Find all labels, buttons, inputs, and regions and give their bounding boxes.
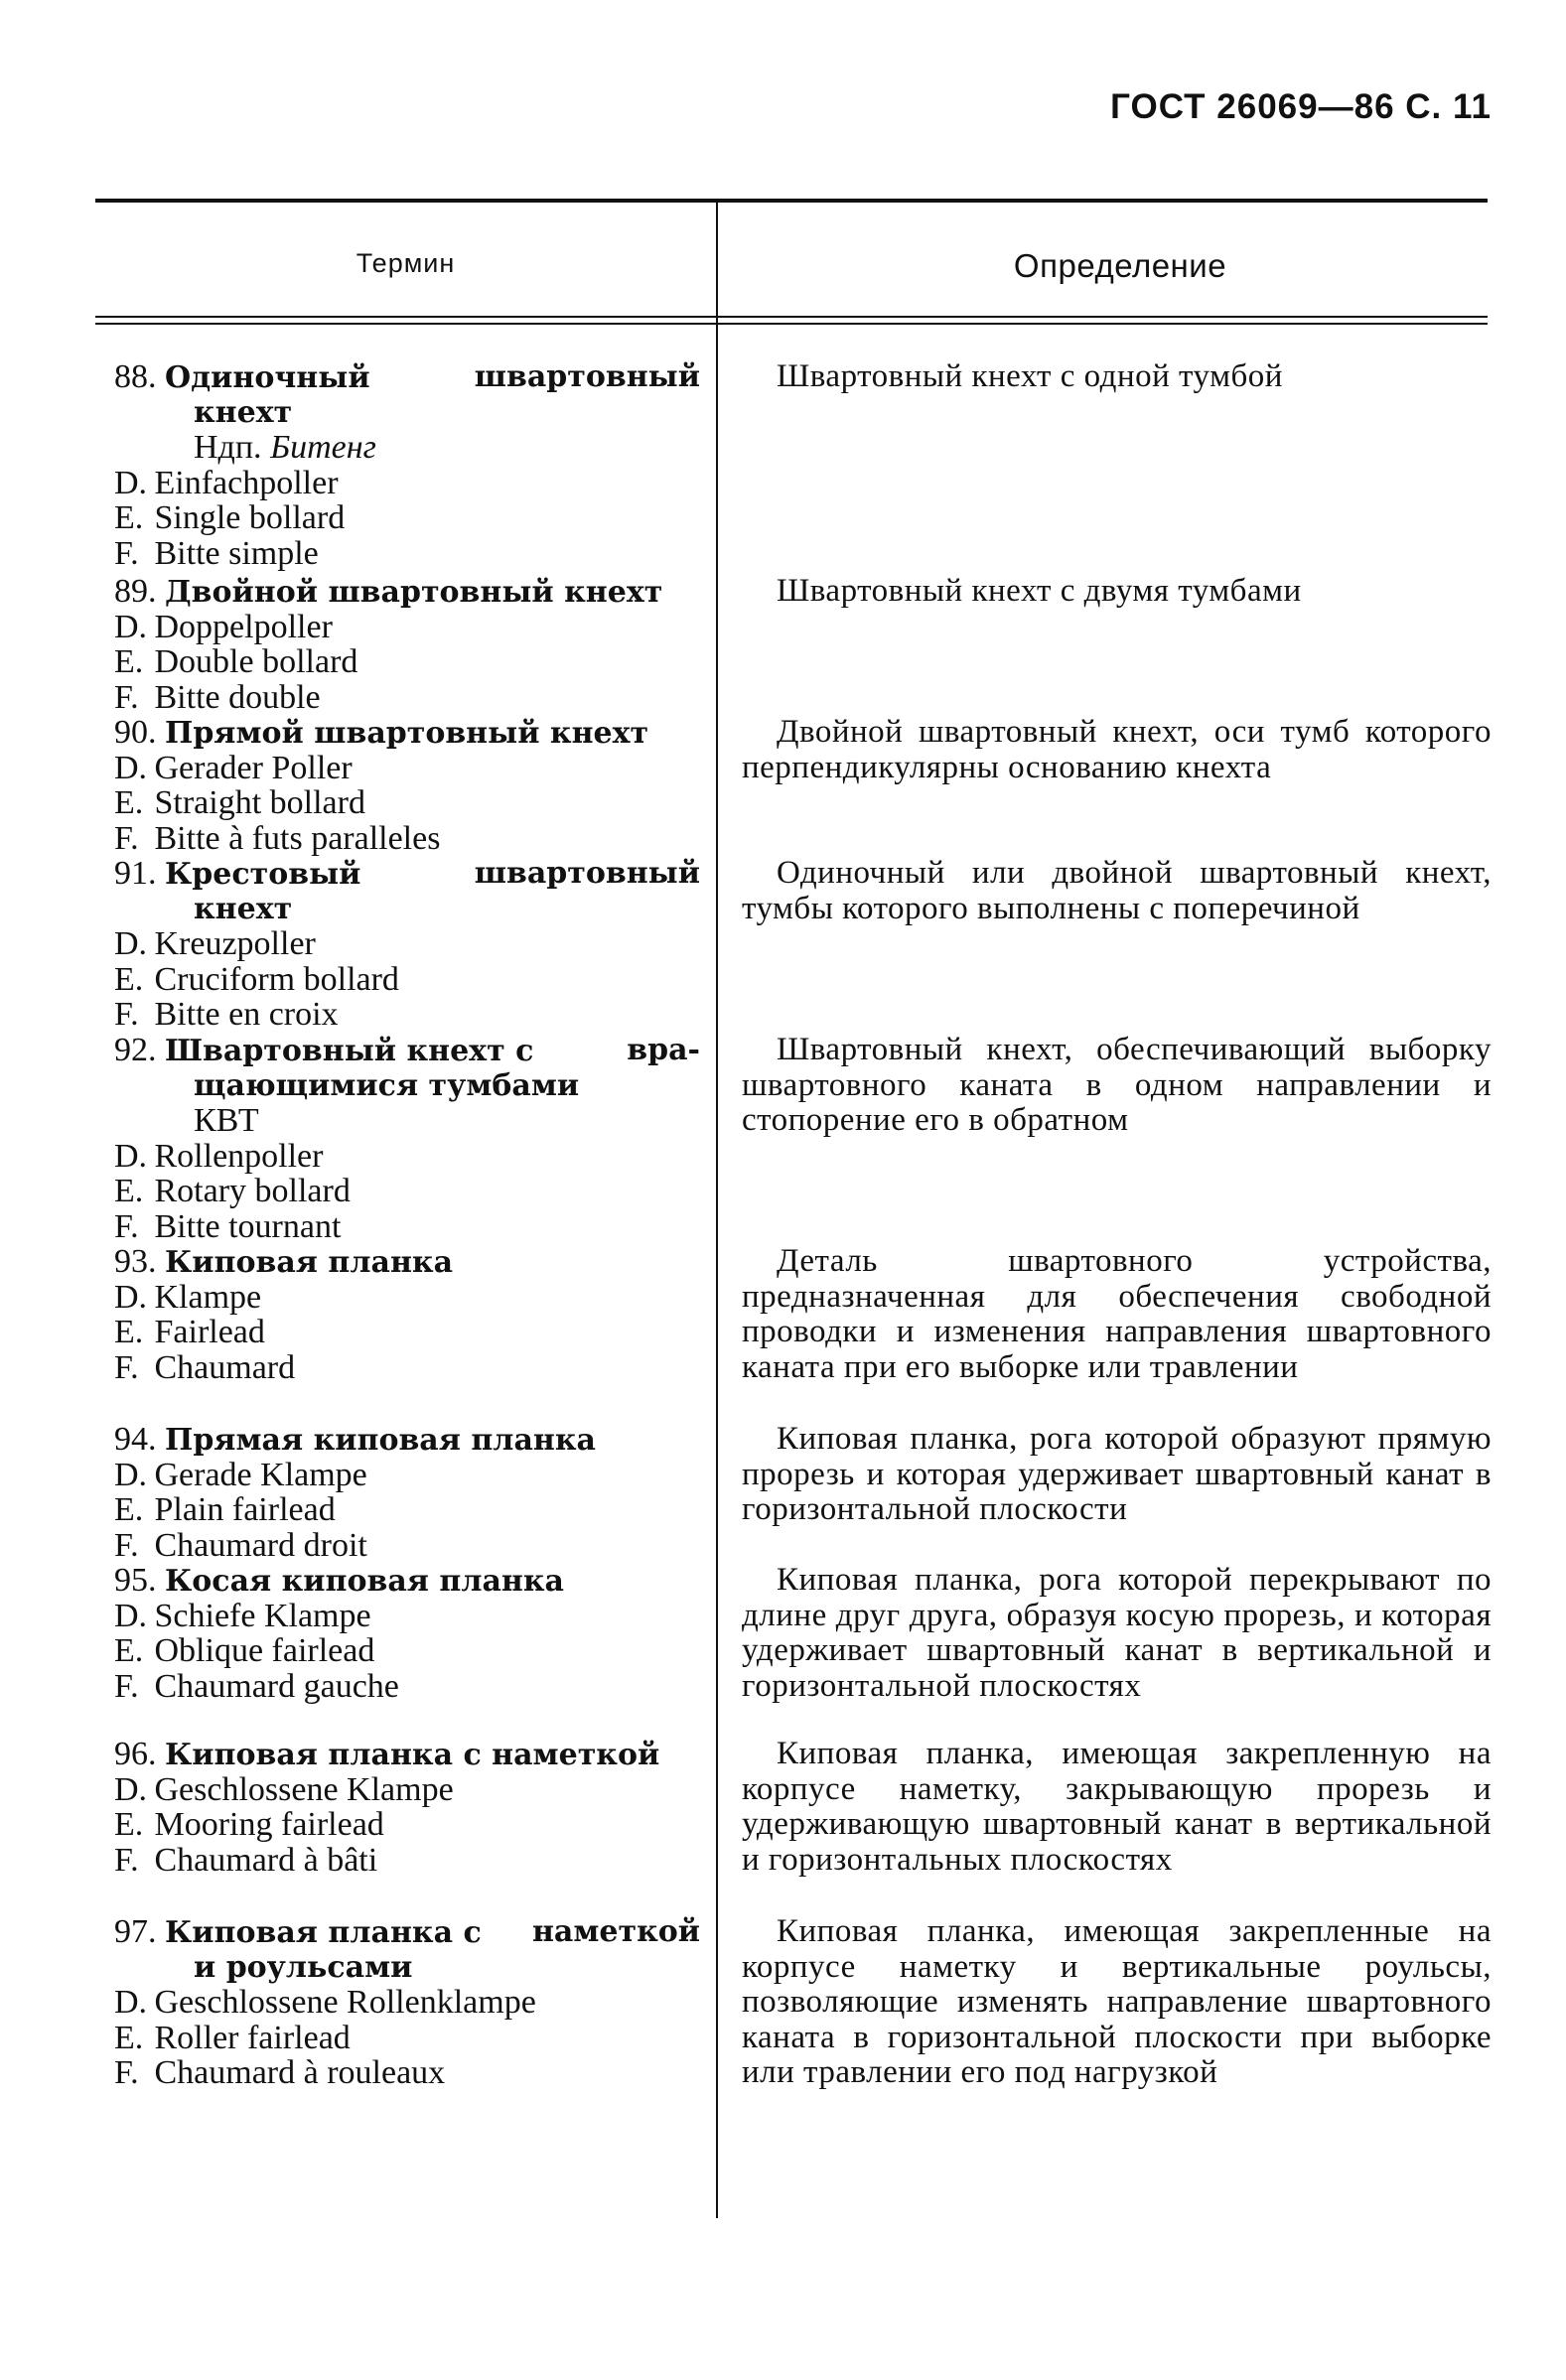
term-title-line bbox=[114, 715, 700, 751]
foreign-equivalent-en bbox=[114, 2021, 700, 2056]
lang-prefix: E. bbox=[114, 1491, 144, 1528]
term-title-text: Киповая планка с наметкой bbox=[165, 1738, 660, 1772]
term-title-line bbox=[114, 359, 700, 395]
foreign-term: Bitte simple bbox=[146, 534, 319, 572]
definition-text: Киповая планка, рога которой образуют прямую прорезь и которая удерживает швартовный канат в горизонтальной плоскости bbox=[742, 1421, 1492, 1527]
foreign-term: Chaumard à rouleaux bbox=[146, 2054, 446, 2091]
foreign-equivalent-fr bbox=[114, 1843, 700, 1879]
foreign-term: Mooring fairlead bbox=[146, 1806, 384, 1843]
foreign-equivalent-en bbox=[114, 1807, 700, 1843]
foreign-term: Double bollard bbox=[146, 643, 358, 680]
foreign-equivalent-de bbox=[114, 1458, 700, 1493]
term-title-wrap bbox=[114, 1033, 533, 1068]
term-entry bbox=[114, 715, 700, 856]
lang-prefix: D. bbox=[114, 1278, 148, 1316]
lang-prefix: D. bbox=[114, 1137, 148, 1175]
foreign-equivalent-fr bbox=[114, 1350, 700, 1386]
term-title-line: щающимися тумбами bbox=[194, 1067, 580, 1103]
foreign-term: Einfachpoller bbox=[146, 464, 339, 501]
term-number: 94. bbox=[114, 1421, 165, 1458]
term-title-line bbox=[114, 856, 700, 892]
lang-prefix: E. bbox=[114, 784, 144, 821]
foreign-term: Bitte à futs paralleles bbox=[146, 819, 441, 857]
foreign-term: Bitte double bbox=[146, 678, 321, 716]
definition-text: Швартовный кнехт с одной тумбой bbox=[777, 358, 1283, 394]
foreign-equivalent-en bbox=[114, 962, 700, 998]
term-title-text: Косая киповая планка bbox=[165, 1564, 564, 1599]
deprecated-term-text: Битенг bbox=[270, 429, 376, 466]
foreign-term: Chaumard bbox=[146, 1348, 296, 1386]
table-top-rule bbox=[95, 199, 1488, 203]
term-number: 96. bbox=[114, 1736, 165, 1772]
lang-prefix: D. bbox=[114, 749, 148, 786]
foreign-term: Gerader Poller bbox=[146, 749, 353, 786]
lang-prefix: E. bbox=[114, 1173, 144, 1209]
column-header-definition: Определение bbox=[1013, 247, 1227, 284]
foreign-equivalent-en bbox=[114, 785, 700, 821]
lang-prefix: E. bbox=[114, 1632, 144, 1669]
term-title-wrap bbox=[114, 1914, 482, 1950]
foreign-equivalent-en bbox=[114, 644, 700, 680]
foreign-equivalent-en bbox=[114, 1492, 700, 1528]
foreign-term: Geschlossene Rollenklampe bbox=[146, 1984, 536, 2021]
term-entry bbox=[114, 1914, 700, 2091]
deprecated-prefix: Ндп. bbox=[194, 429, 271, 466]
foreign-term: Single bollard bbox=[146, 499, 346, 536]
lang-prefix: D. bbox=[114, 608, 148, 645]
lang-prefix: E. bbox=[114, 499, 144, 536]
foreign-equivalent-fr bbox=[114, 2055, 700, 2091]
definition-text: Киповая планка, имеющая закрепленную на корпусе наметку, закрывающую прорезь и удерживающую швартовный канат в вертикальной и горизонтальных плоскостях bbox=[742, 1736, 1492, 1878]
lang-prefix: E. bbox=[114, 1314, 144, 1350]
foreign-equivalent-en bbox=[114, 1633, 700, 1669]
lang-prefix: F. bbox=[114, 1526, 139, 1564]
foreign-equivalent-fr bbox=[114, 536, 700, 572]
deprecated-term bbox=[114, 430, 700, 466]
foreign-term: Chaumard gauche bbox=[146, 1667, 399, 1705]
term-title-text: Крестовый bbox=[165, 857, 361, 892]
lang-prefix: E. bbox=[114, 643, 144, 680]
foreign-equivalent-fr bbox=[114, 680, 700, 716]
foreign-term: Geschlossene Klampe bbox=[146, 1770, 454, 1808]
lang-prefix: F. bbox=[114, 2054, 139, 2091]
lang-prefix: D. bbox=[114, 1456, 148, 1493]
term-entry bbox=[114, 359, 700, 571]
definition-text: Швартовный кнехт с двумя тумбами bbox=[777, 573, 1302, 609]
lang-prefix: E. bbox=[114, 1806, 144, 1843]
foreign-equivalent-de bbox=[114, 466, 700, 501]
term-title-wrap bbox=[114, 856, 360, 892]
foreign-term: Roller fairlead bbox=[146, 2019, 351, 2056]
lang-prefix: F. bbox=[114, 996, 139, 1033]
foreign-term: Klampe bbox=[146, 1278, 262, 1316]
term-number: 88. bbox=[114, 358, 165, 395]
column-divider bbox=[716, 203, 718, 2218]
foreign-equivalent-fr bbox=[114, 1669, 700, 1705]
term-number: 95. bbox=[114, 1562, 165, 1599]
term-title-text: Швартовный кнехт с bbox=[165, 1034, 534, 1068]
term-number: 89. bbox=[114, 573, 165, 610]
foreign-equivalent-de bbox=[114, 1139, 700, 1175]
foreign-term: Chaumard à bâti bbox=[146, 1841, 378, 1879]
foreign-equivalent-en bbox=[114, 1174, 700, 1209]
foreign-equivalent-fr bbox=[114, 1209, 700, 1245]
lang-prefix: D. bbox=[114, 464, 148, 501]
foreign-term: Doppelpoller bbox=[146, 608, 333, 645]
term-title-text: Киповая планка bbox=[165, 1245, 454, 1280]
foreign-term: Oblique fairlead bbox=[146, 1632, 375, 1669]
lang-prefix: D. bbox=[114, 1984, 148, 2021]
lang-prefix: E. bbox=[114, 960, 144, 998]
term-title-text: Прямой швартовный кнехт bbox=[165, 716, 649, 751]
foreign-equivalent-en bbox=[114, 1315, 700, 1350]
term-title-text: вра- bbox=[627, 1033, 700, 1067]
foreign-term: Schiefe Klampe bbox=[146, 1597, 371, 1634]
term-title-wrap bbox=[114, 359, 370, 395]
foreign-equivalent-de bbox=[114, 1985, 700, 2021]
foreign-equivalent-de bbox=[114, 751, 700, 786]
header-rule-double bbox=[95, 323, 1488, 325]
term-entry bbox=[114, 1033, 700, 1244]
term-title-line: кнехт bbox=[194, 394, 293, 430]
foreign-term: Bitte en croix bbox=[146, 996, 339, 1033]
term-title-text: Одиночный bbox=[165, 360, 370, 395]
definition-text: Деталь швартовного устройства, предназначенная для обеспечения свободной проводки и изменения направления швартовного каната при его выборке или травлении bbox=[742, 1243, 1492, 1385]
definition-text: Двойной швартовный кнехт, оси тумб которого перпендикулярны основанию кнехта bbox=[742, 714, 1492, 785]
foreign-term: Cruciform bollard bbox=[146, 960, 399, 998]
foreign-equivalent-de bbox=[114, 1599, 700, 1634]
term-title-line: и роульсами bbox=[194, 1949, 413, 1985]
term-abbreviation: КВТ bbox=[194, 1102, 259, 1139]
foreign-equivalent-de bbox=[114, 610, 700, 645]
term-number: 97. bbox=[114, 1913, 165, 1950]
foreign-term: Rollenpoller bbox=[146, 1137, 324, 1175]
page-header: ГОСТ 26069—86 С. 11 bbox=[1110, 87, 1492, 126]
lang-prefix: F. bbox=[114, 534, 139, 572]
term-entry bbox=[114, 856, 700, 1033]
foreign-term: Kreuzpoller bbox=[146, 925, 316, 962]
lang-prefix: D. bbox=[114, 1597, 148, 1634]
term-number: 91. bbox=[114, 855, 165, 892]
definition-text: Швартовный кнехт, обеспечивающий выборку швартовного каната в одном направлении и стопорение его в обратном bbox=[742, 1032, 1492, 1138]
term-entry bbox=[114, 1244, 700, 1385]
term-title-line bbox=[114, 1737, 700, 1772]
term-title-text: Киповая планка с bbox=[165, 1915, 482, 1950]
term-title-line bbox=[114, 574, 700, 610]
term-entry bbox=[114, 1563, 700, 1704]
term-title-line bbox=[114, 1563, 700, 1599]
term-title-text: Прямая киповая планка bbox=[165, 1423, 596, 1458]
term-title-line bbox=[114, 1033, 700, 1068]
foreign-equivalent-fr bbox=[114, 821, 700, 857]
term-title-line bbox=[114, 1244, 700, 1280]
term-title-line bbox=[114, 1914, 700, 1950]
term-title-line bbox=[114, 1422, 700, 1458]
term-number: 90. bbox=[114, 714, 165, 751]
foreign-term: Chaumard droit bbox=[146, 1526, 367, 1564]
header-rule bbox=[95, 316, 1488, 318]
lang-prefix: E. bbox=[114, 2019, 144, 2056]
lang-prefix: F. bbox=[114, 1348, 139, 1386]
term-number: 93. bbox=[114, 1243, 165, 1280]
definition-text: Одиночный или двойной швартовный кнехт, тумбы которого выполнены с поперечиной bbox=[742, 855, 1492, 926]
foreign-equivalent-fr bbox=[114, 1528, 700, 1564]
lang-prefix: F. bbox=[114, 1207, 139, 1245]
lang-prefix: F. bbox=[114, 1841, 139, 1879]
term-entry bbox=[114, 574, 700, 715]
term-title-text: Двойной швартовный кнехт bbox=[165, 575, 663, 610]
foreign-term: Straight bollard bbox=[146, 784, 365, 821]
term-title-text: швартовный bbox=[474, 856, 700, 891]
lang-prefix: F. bbox=[114, 1667, 139, 1705]
lang-prefix: D. bbox=[114, 925, 148, 962]
lang-prefix: F. bbox=[114, 819, 139, 857]
definition-text: Киповая планка, имеющая закрепленные на корпусе наметку и вертикальные роульсы, позволяющие изменять направление швартовного каната в горизонтальной плоскости при выборке или травлении его под нагрузкой bbox=[742, 1913, 1492, 2090]
lang-prefix: F. bbox=[114, 678, 139, 716]
lang-prefix: D. bbox=[114, 1770, 148, 1808]
foreign-equivalent-de bbox=[114, 1772, 700, 1808]
term-entry bbox=[114, 1422, 700, 1563]
term-title-line: кнехт bbox=[194, 891, 293, 926]
term-title-text: швартовный bbox=[474, 359, 700, 394]
foreign-equivalent-en bbox=[114, 500, 700, 536]
term-number: 92. bbox=[114, 1032, 165, 1068]
foreign-term: Plain fairlead bbox=[146, 1491, 336, 1528]
foreign-term: Bitte tournant bbox=[146, 1207, 342, 1245]
foreign-term: Gerade Klampe bbox=[146, 1456, 367, 1493]
foreign-term: Fairlead bbox=[146, 1314, 265, 1350]
foreign-equivalent-de bbox=[114, 926, 700, 962]
term-entry bbox=[114, 1737, 700, 1878]
column-header-term: Термин bbox=[356, 248, 456, 278]
definition-text: Киповая планка, рога которой перекрывают по длине друг друга, образуя косую прорезь, и которая удерживает швартовный канат в вертикальной и горизонтальной плоскостях bbox=[742, 1562, 1492, 1704]
term-title-text: наметкой bbox=[531, 1914, 700, 1949]
foreign-term: Rotary bollard bbox=[146, 1173, 351, 1209]
foreign-equivalent-fr bbox=[114, 997, 700, 1033]
foreign-equivalent-de bbox=[114, 1280, 700, 1316]
